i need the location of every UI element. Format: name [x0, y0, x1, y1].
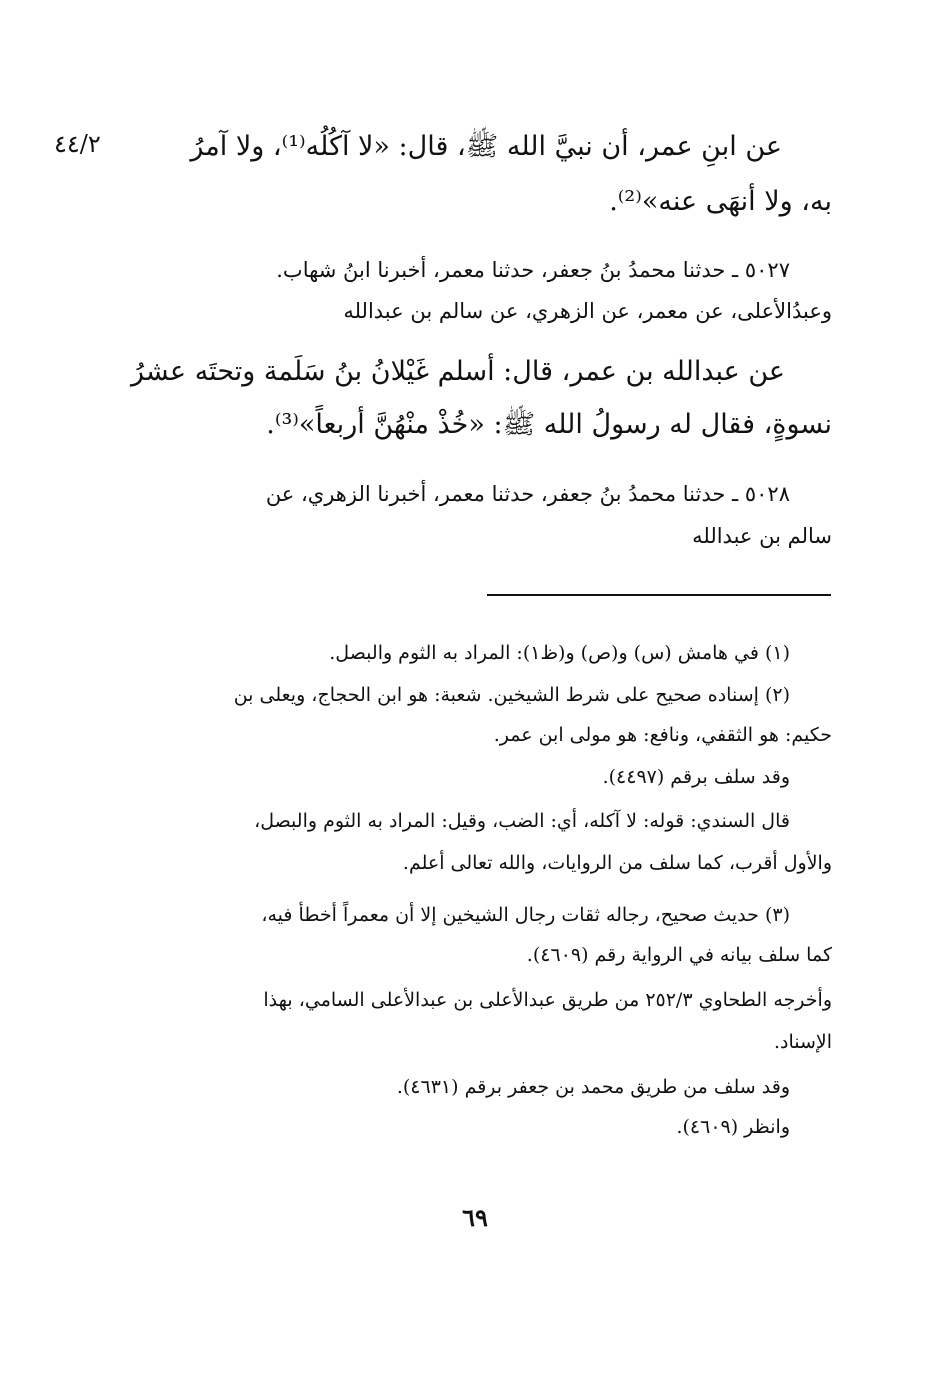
main-text-line: به، ولا أنهَى عنه»⁽²⁾. — [609, 186, 832, 217]
footnote-2-line: وقد سلف برقم (٤٤٩٧). — [602, 766, 790, 788]
hadith-5028-chain-line: سالم بن عبدالله — [692, 524, 832, 548]
margin-volume-page-reference: ٤٤/٢ — [54, 130, 101, 158]
footnote-2-line: حكيم: هو الثقفي، ونافع: هو مولى ابن عمر. — [493, 724, 832, 746]
footnote-3-line: الإسناد. — [773, 1031, 832, 1053]
footnote-3-line: (٣) حديث صحيح، رجاله ثقات رجال الشيخين إلا أن معمراً أخطأ فيه، — [261, 904, 790, 926]
footnote-3-line: وأخرجه الطحاوي ٢٥٢/٣ من طريق عبدالأعلى بن عبدالأعلى السامي، بهذا — [263, 989, 832, 1011]
hadith-5028-chain-line: ٥٠٢٨ ـ حدثنا محمدُ بنُ جعفر، حدثنا معمر، أخبرنا الزهري، عن — [265, 482, 790, 506]
hadith-5027-chain-line: ٥٠٢٧ ـ حدثنا محمدُ بنُ جعفر، حدثنا معمر، أخبرنا ابنُ شهاب. — [276, 258, 790, 282]
footnote-separator — [487, 594, 831, 596]
footnote-2-line: قال السندي: قوله: لا آكله، أي: الضب، وقيل: المراد به الثوم والبصل، — [254, 810, 790, 832]
footnote-2-line: والأول أقرب، كما سلف من الروايات، والله تعالى أعلم. — [402, 852, 832, 874]
footnote-3-line: كما سلف بيانه في الرواية رقم (٤٦٠٩). — [526, 944, 832, 966]
hadith-5027-text-line: عن عبدالله بن عمر، قال: أسلم غَيْلانُ بنُ سَلَمة وتحتَه عشرُ — [131, 356, 785, 387]
main-text-line: عن ابنِ عمر، أن نبيَّ الله ﷺ، قال: «لا آكُلُه⁽¹⁾، ولا آمرُ — [190, 131, 782, 162]
hadith-5027-text-line: نسوةٍ، فقال له رسولُ الله ﷺ: «خُذْ منْهُنَّ أربعاً»⁽³⁾. — [266, 409, 832, 440]
footnote-3-line: وقد سلف من طريق محمد بن جعفر برقم (٤٦٣١). — [396, 1076, 790, 1098]
hadith-5027-chain-line: وعبدُالأعلى، عن معمر، عن الزهري، عن سالم بن عبدالله — [343, 299, 832, 323]
footnote-2-line: (٢) إسناده صحيح على شرط الشيخين. شعبة: هو ابن الحجاج، ويعلى بن — [233, 684, 790, 706]
footnote-1: (١) في هامش (س) و(ص) و(ظ١): المراد به الثوم والبصل. — [329, 642, 790, 664]
footnote-3-line: وانظر (٤٦٠٩). — [676, 1116, 790, 1138]
page-number: ٦٩ — [462, 1203, 488, 1232]
